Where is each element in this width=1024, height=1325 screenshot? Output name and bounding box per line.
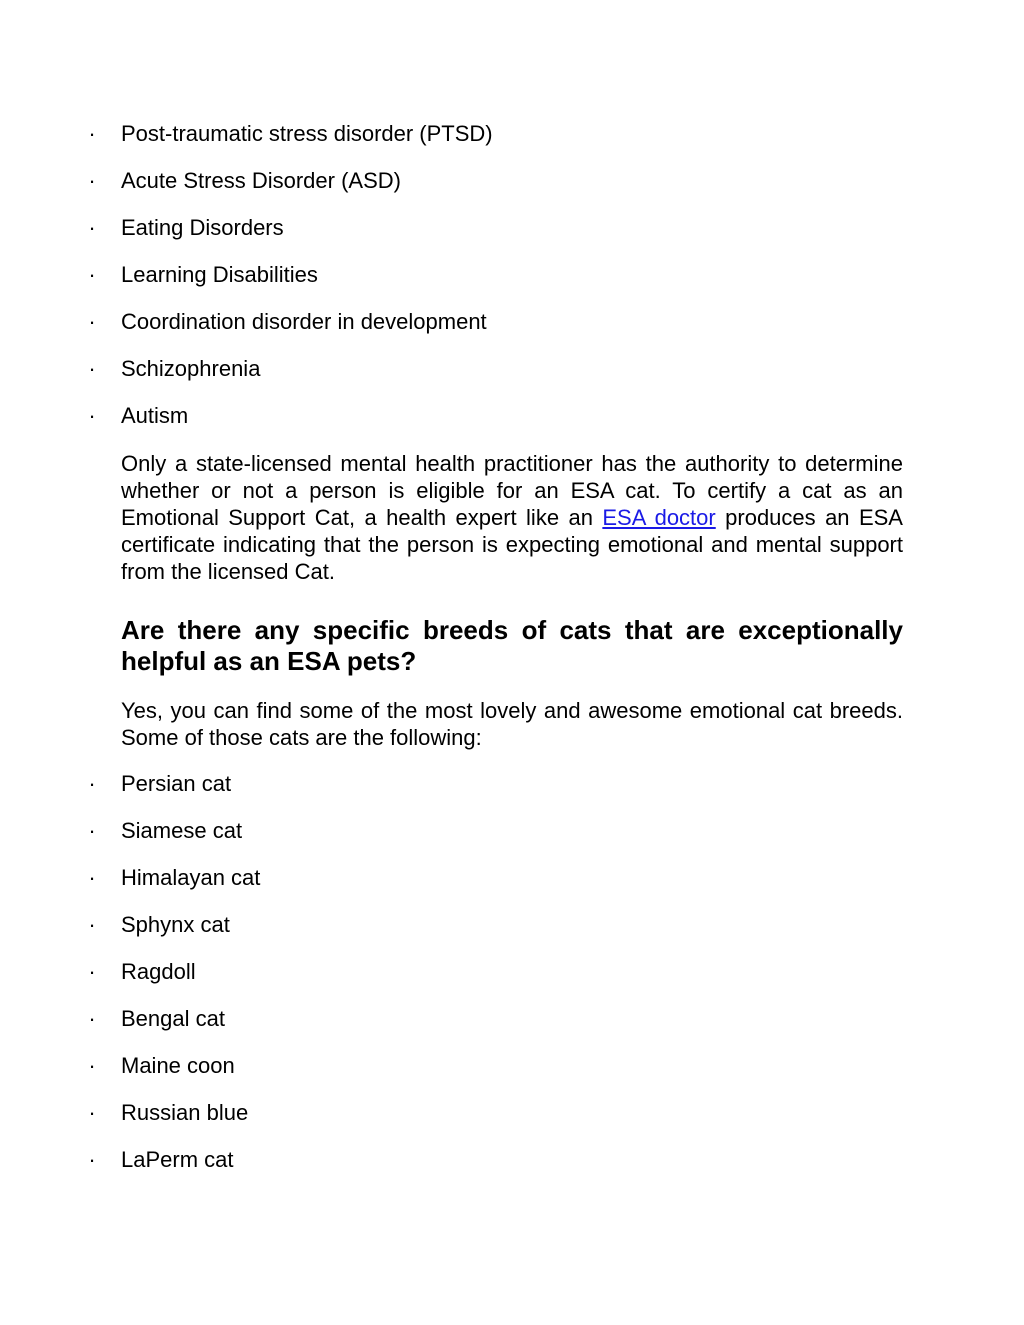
- list-item-text: Persian cat: [121, 771, 232, 796]
- list-item: [0, 260, 1024, 307]
- esa-doctor-link[interactable]: ESA doctor: [602, 505, 716, 530]
- list-item: [0, 1145, 1024, 1192]
- list-item: [0, 307, 1024, 354]
- list-item: [0, 354, 1024, 401]
- eligibility-text-before-link: Only a state-licensed mental health practitioner has the authority to determine whether or not a person is eligible for an ESA cat. To certify a cat as an Emotional Support Cat, a health expert like an: [121, 451, 903, 530]
- list-item: [0, 863, 1024, 910]
- bullet: ·: [88, 262, 96, 287]
- list-item: [0, 166, 1024, 213]
- conditions-list: [0, 119, 1024, 448]
- list-item-text: Eating Disorders: [121, 215, 284, 240]
- list-item: [0, 401, 1024, 448]
- eligibility-text-after-link: produces an ESA certificate indicating that the person is expecting emotional and mental support from the licensed Cat.: [121, 505, 903, 584]
- list-item: [0, 213, 1024, 260]
- bullet: ·: [88, 1006, 96, 1031]
- bullet: ·: [88, 912, 96, 937]
- list-item: [0, 957, 1024, 1004]
- list-item-text: Schizophrenia: [121, 356, 261, 381]
- bullet: ·: [88, 309, 96, 334]
- list-item-text: Coordination disorder in development: [121, 309, 487, 334]
- bullet: ·: [88, 1053, 96, 1078]
- list-item-text: Autism: [121, 403, 189, 428]
- list-item: [0, 1051, 1024, 1098]
- list-item-text: Maine coon: [121, 1053, 235, 1078]
- list-item: [0, 1098, 1024, 1145]
- list-item-text: Himalayan cat: [121, 865, 261, 890]
- bullet: ·: [88, 1100, 96, 1125]
- bullet: ·: [88, 215, 96, 240]
- list-item-text: Russian blue: [121, 1100, 249, 1125]
- bullet: ·: [88, 1147, 96, 1172]
- bullet: ·: [88, 356, 96, 381]
- list-item: [0, 769, 1024, 816]
- breeds-heading: Are there any specific breeds of cats that are exceptionally helpful as an ESA pets?: [121, 615, 903, 676]
- bullet: ·: [88, 865, 96, 890]
- list-item-text: Ragdoll: [121, 959, 196, 984]
- list-item: [0, 816, 1024, 863]
- list-item-text: Learning Disabilities: [121, 262, 318, 287]
- list-item: [0, 119, 1024, 166]
- eligibility-paragraph: [121, 450, 903, 585]
- list-item: [0, 910, 1024, 957]
- bullet: ·: [88, 168, 96, 193]
- list-item-text: Siamese cat: [121, 818, 243, 843]
- bullet: ·: [88, 771, 96, 796]
- list-item: [0, 1004, 1024, 1051]
- list-item-text: Bengal cat: [121, 1006, 225, 1031]
- list-item-text: Sphynx cat: [121, 912, 230, 937]
- breeds-intro-paragraph: Yes, you can find some of the most lovely and awesome emotional cat breeds. Some of those cats are the following:: [121, 698, 903, 750]
- bullet: ·: [88, 121, 96, 146]
- breeds-list: [0, 769, 1024, 1192]
- list-item-text: Post-traumatic stress disorder (PTSD): [121, 121, 493, 146]
- bullet: ·: [88, 959, 96, 984]
- list-item-text: Acute Stress Disorder (ASD): [121, 168, 401, 193]
- bullet: ·: [88, 818, 96, 843]
- list-item-text: LaPerm cat: [121, 1147, 234, 1172]
- bullet: ·: [88, 403, 96, 428]
